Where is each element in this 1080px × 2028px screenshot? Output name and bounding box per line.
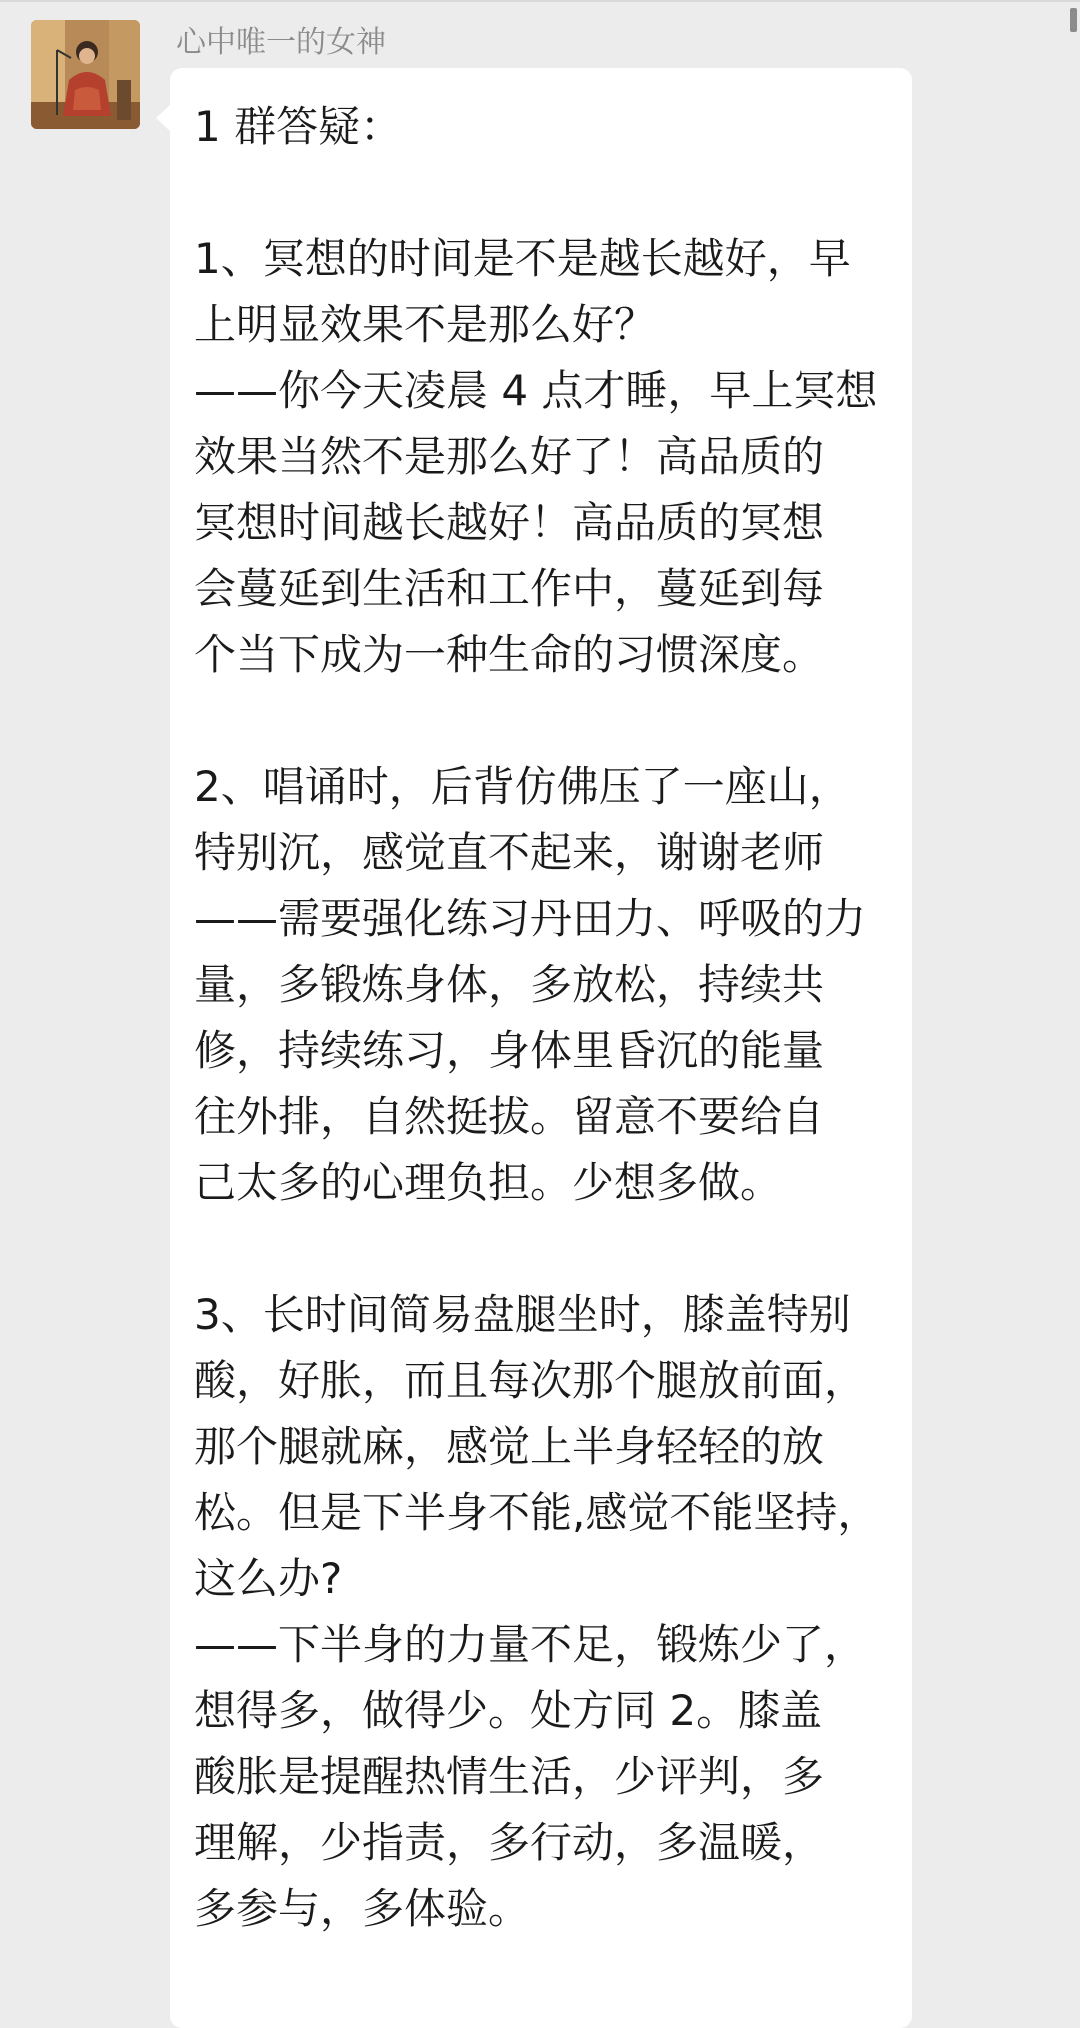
message-line: ——需要强化练习丹田力、呼吸的力 (194, 894, 867, 943)
scrollbar-thumb[interactable] (1070, 8, 1077, 32)
message-line: 酸，好胀，而且每次那个腿放前面， (194, 1356, 867, 1405)
message-bubble-tail (156, 104, 171, 132)
message-line: 那个腿就麻，感觉上半身轻轻的放 (194, 1422, 825, 1471)
message-line: 1 群答疑： (194, 102, 403, 151)
message-line: 己太多的心理负担。少想多做。 (194, 1158, 783, 1207)
message-line: 个当下成为一种生命的习惯深度。 (194, 630, 825, 679)
message-line: 效果当然不是那么好了！高品质的 (194, 432, 825, 481)
message-line: 会蔓延到生活和工作中，蔓延到每 (194, 564, 825, 613)
message-line: 量，多锻炼身体，多放松，持续共 (194, 960, 825, 1009)
message-line: ——你今天凌晨 4 点才睡，早上冥想 (194, 366, 878, 415)
message-line: 上明显效果不是那么好？ (194, 300, 657, 349)
message-line: 这么办? (194, 1554, 343, 1603)
message-line: 理解，少指责，多行动，多温暖， (194, 1818, 825, 1867)
message-line (194, 160, 914, 226)
message-line: 2、唱诵时，后背仿佛压了一座山， (194, 762, 851, 811)
message-line: 1、冥想的时间是不是越长越好，早 (194, 234, 851, 283)
avatar[interactable] (31, 20, 140, 129)
message-line (194, 1216, 914, 1282)
message-line: 特别沉，感觉直不起来，谢谢老师 (194, 828, 825, 877)
message-line: ——下半身的力量不足，锻炼少了， (194, 1620, 867, 1669)
message-line: 松。但是下半身不能,感觉不能坚持， (194, 1488, 880, 1537)
message-line (194, 688, 914, 754)
message-line: 3、长时间简易盘腿坐时，膝盖特别 (194, 1290, 851, 1339)
message-line: 多参与，多体验。 (194, 1884, 531, 1933)
top-divider (0, 0, 1080, 2)
message-line: 往外排，自然挺拔。留意不要给自 (194, 1092, 825, 1141)
message-line: 冥想时间越长越好！高品质的冥想 (194, 498, 825, 547)
avatar-photo (31, 20, 140, 129)
message-line: 想得多，做得少。处方同 2。膝盖 (194, 1686, 823, 1735)
sender-name: 心中唯一的女神 (176, 25, 386, 60)
message-line: 修，持续练习，身体里昏沉的能量 (194, 1026, 825, 1075)
message-line: 酸胀是提醒热情生活，少评判，多 (194, 1752, 825, 1801)
